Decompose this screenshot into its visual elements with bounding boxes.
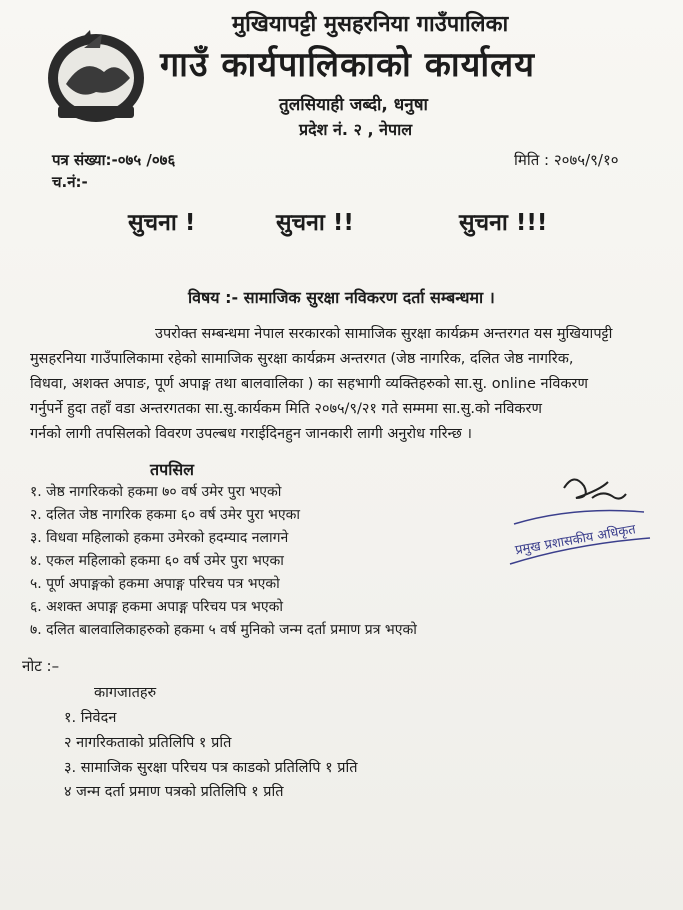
detail-item: ६. अशक्त अपाङ्ग हकमा अपाङ्ग परिचय पत्र भएको [30, 599, 283, 615]
documents-heading: कागजातहरु [94, 685, 157, 701]
letter-number: पत्र संख्या:-०७५ /०७६ [52, 151, 176, 169]
detail-item: ५. पूर्ण अपाङ्गको हकमा अपाङ्ग परिचय पत्र भएको [30, 576, 280, 592]
document-item: १. निवेदन [64, 710, 117, 726]
document-item: ३. सामाजिक सुरक्षा परिचय पत्र काडको प्रतिलिपि १ प्रति [64, 760, 358, 776]
office-location: तुलसियाही जब्दी, धनुषा [279, 95, 428, 115]
body-paragraph [30, 322, 670, 447]
body-line: उपरोक्त सम्बन्धमा नेपाल सरकारको सामाजिक सुरक्षा कार्यक्रम अन्तरगत यस मुखियापट्टी [155, 326, 613, 342]
body-line: मुसहरनिया गाउँपालिकामा रहेको सामाजिक सुरक्षा कार्यक्रम अन्तरगत (जेष्ठ नागरिक, दलित जेष्ठ नागरिक, [30, 351, 574, 367]
document-item: २ नागरिकताको प्रतिलिपि १ प्रति [64, 735, 232, 751]
detail-item: १. जेष्ठ नागरिकको हकमा ७० वर्ष उमेर पुरा भएको [30, 484, 282, 500]
body-line: गर्नुपर्ने हुदा तहाँ वडा अन्तरगतका सा.सु.कार्यकम मिति २०७५/९/२१ गते सम्ममा सा.सु.को नविकरण [30, 401, 542, 417]
letter-date: मिति : २०७५/९/१० [514, 151, 619, 169]
government-emblem-icon [44, 26, 148, 126]
notice-heading-2: सुचना !! [276, 210, 354, 236]
detail-item: ७. दलित बालवालिकाहरुको हकमा ५ वर्ष मुनिको जन्म दर्ता प्रमाण प्रत्र भएको [30, 622, 417, 638]
official-signature-stamp [504, 468, 654, 578]
province-line: प्रदेश नं. २ , नेपाल [299, 120, 413, 139]
body-line: विधवा, अशक्त अपाङ, पूर्ण अपाङ्ग तथा बालवालिका ) का सहभागी व्यक्तिहरुको सा.सु. online नविकरण [30, 376, 588, 392]
municipality-name: मुखियापट्टी मुसहरनिया गाउँपालिका [232, 12, 509, 37]
notice-heading-1: सुचना ! [128, 210, 196, 236]
detail-item: २. दलित जेष्ठ नागरिक हकमा ६० वर्ष उमेर पुरा भएका [30, 507, 300, 523]
detail-item: ४. एकल महिलाको हकमा ६० वर्ष उमेर पुरा भएका [30, 553, 284, 569]
detail-item: ३. विधवा महिलाको हकमा उमेरको हदम्याद नलागने [30, 530, 289, 546]
stamp-title: प्रमुख प्रशासकीय अधिकृत [514, 522, 637, 559]
office-title: गाउँ कार्यपालिकाको कार्यालय [160, 45, 535, 85]
note-label: नोट :– [22, 657, 60, 675]
document-item: ४ जन्म दर्ता प्रमाण पत्रको प्रतिलिपि १ प्रति [64, 784, 284, 800]
dispatch-number: च.नं:- [52, 173, 88, 191]
notice-heading-3: सुचना !!! [459, 210, 548, 236]
details-heading: तपसिल [150, 460, 195, 479]
body-line: गर्नको लागी तपसिलको विवरण उपल्बध गराईदिनहुन जानकारी लागी अनुरोध गरिन्छ । [30, 426, 472, 442]
subject-line: विषय :- सामाजिक सुरक्षा नविकरण दर्ता सम्बन्धमा । [188, 288, 495, 307]
